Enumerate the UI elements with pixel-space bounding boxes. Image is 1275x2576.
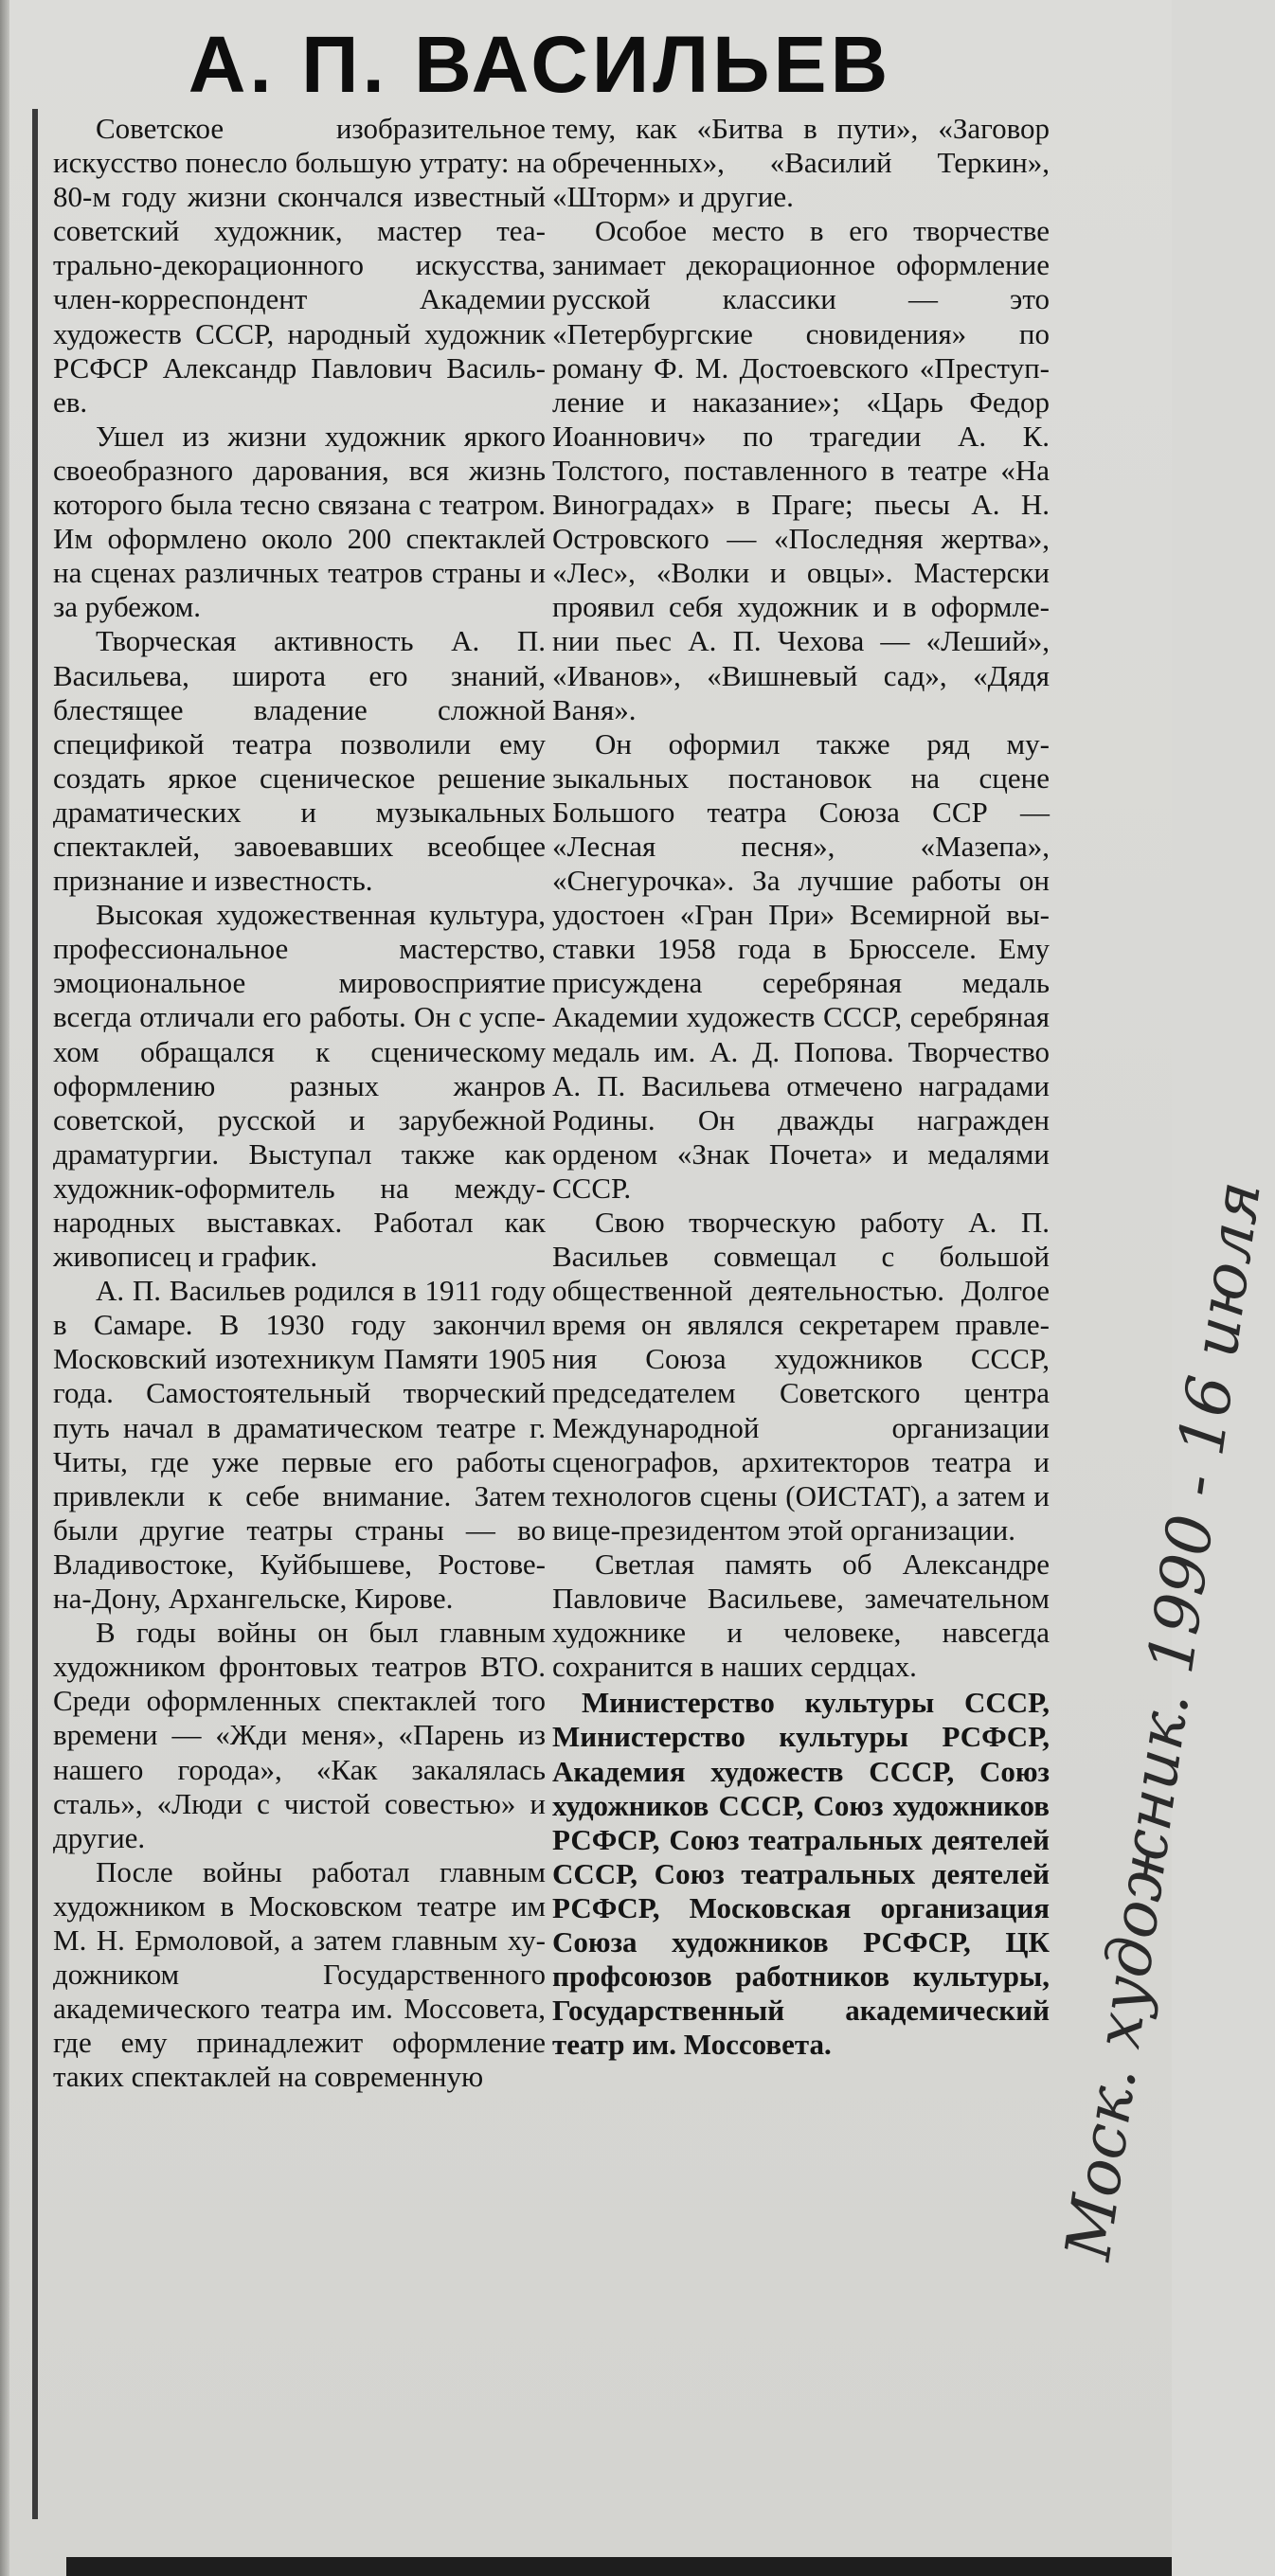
bottom-rule [66,2557,1172,2576]
paragraph-activity: Творческая активность А. П. Васильева, широта его знаний, блестящее владение сложной спецификой театра позволили ему создать яркое сценическое решение драматических и музыкальных спектаклей, завоевавших всеобщее признание и известность. [53,624,546,898]
paragraph-memory: Светлая память об Александре Павловиче Васильеве, замечательном художнике и человеке, навсегда сохранится в наших сердцах. [552,1547,1050,1684]
article-column-left [53,112,546,2094]
paragraph-war-years: В годы войны он был главным художником фронтовых театров ВТО. Среди оформленных спектаклей того времени — «Жди меня», «Парень из нашего города», «Как закалялась сталь», «Люди с чистой совестью» и другие. [53,1616,546,1854]
paragraph-continuation: тему, как «Битва в пути», «Заговор обреченных», «Василий Теркин», «Шторм» и другие. [552,112,1050,214]
article-headline: А. П. ВАСИЛЬЕВ [188,20,892,109]
paper-edge [0,0,9,2576]
paragraph-musical: Он оформил также ряд музыкальных постановок на сцене Большого театра Союза ССР — «Лесная песня», «Мазепа», «Снегурочка». За лучшие работы он удостоен «Гран При» Всемирной выставки 1958 года в Брюсселе. Ему присуждена серебряная медаль Академии художеств СССР, серебряная медаль им. А. Д. Попова. Творчество А. П. Васильева отмечено наградами Родины. Он дважды награжден орденом «Знак Почета» и медалями СССР. [552,726,1050,1205]
paragraph-biography: А. П. Васильев родился в 1911 году в Самаре. В 1930 году закончил Московский изотехникум Памяти 1905 года. Самостоятельный творческий путь начал в драматическом театре г. Читы, где уже первые его работы привлекли к себе внимание. Затем были другие театры страны — во Владивостоке, Куйбышеве, Ростове-на-Дону, Архангельске, Кирове. [53,1274,546,1616]
paragraph-public-work: Свою творческую работу А. П. Васильев совмещал с большой общественной деятельностью. Долгое время он являлся секретарем правления Союза художников СССР, председателем Советского центра Международной организации сценографов, архитекторов театра и технологов сцены (ОИСТАТ), а затем и вице-президентом этой организации. [552,1206,1050,1547]
article-column-right [552,112,1050,2062]
paragraph-post-war: После войны работал главным художником в Московском театре им М. Н. Ермоловой, а затем главным художником Государственного академического театра им. Моссовета, где ему принадлежит оформление таких спектаклей на современную [53,1854,546,2094]
handwritten-annotation: Моск. художник. 1990 - 16 июля [1051,1176,1275,2264]
paragraph-classics: Особое место в его творчестве занимает декорационное оформление русской классики — это «Петербургские сновидения» по роману Ф. М. Достоевского «Преступление и наказание»; «Царь Федор Иоаннович» по трагедии А. К. Толстого, поставленного в театре «На Виноградах» в Праге; пьесы А. Н. Островского — «Последняя жертва», «Лес», «Волки и овцы». Мастерски проявил себя художник и в оформлении пьес А. П. Чехова — «Леший», «Иванов», «Вишневый сад», «Дядя Ваня». [552,214,1050,726]
paragraph-legacy: Ушел из жизни художник яркого своеобразного дарования, вся жизнь которого была тесно связана с театром. Им оформлено около 200 спектаклей на сценах различных театров страны и за рубежом. [53,419,546,624]
left-column-rule [32,109,38,2519]
paragraph-culture: Высокая художественная культура, профессиональное мастерство, эмоциональное мировосприятие всегда отличали его работы. Он с успехом обращался к сценическому оформлению разных жанров советской, русской и зарубежной драматургии. Выступал также как художник-оформитель на международных выставках. Работал как живописец и график. [53,898,546,1274]
paragraph-intro: Советское изобразительное искусство понесло большую утрату: на 80-м году жизни скончался известный советский художник, мастер театрально-декорационного искусства, член-корреспондент Академии художеств СССР, народный художник РСФСР Александр Павлович Васильев. [53,112,546,419]
signatories-list: Министерство культуры СССР, Министерство культуры РСФСР, Академия художеств СССР, Союз художников СССР, Союз художников РСФСР, Союз театральных деятелей СССР, Союз театральных деятелей РСФСР, Московская организация Союза художников РСФСР, ЦК профсоюзов работников культуры, Государственный академический театр им. Моссовета. [552,1686,1050,2062]
